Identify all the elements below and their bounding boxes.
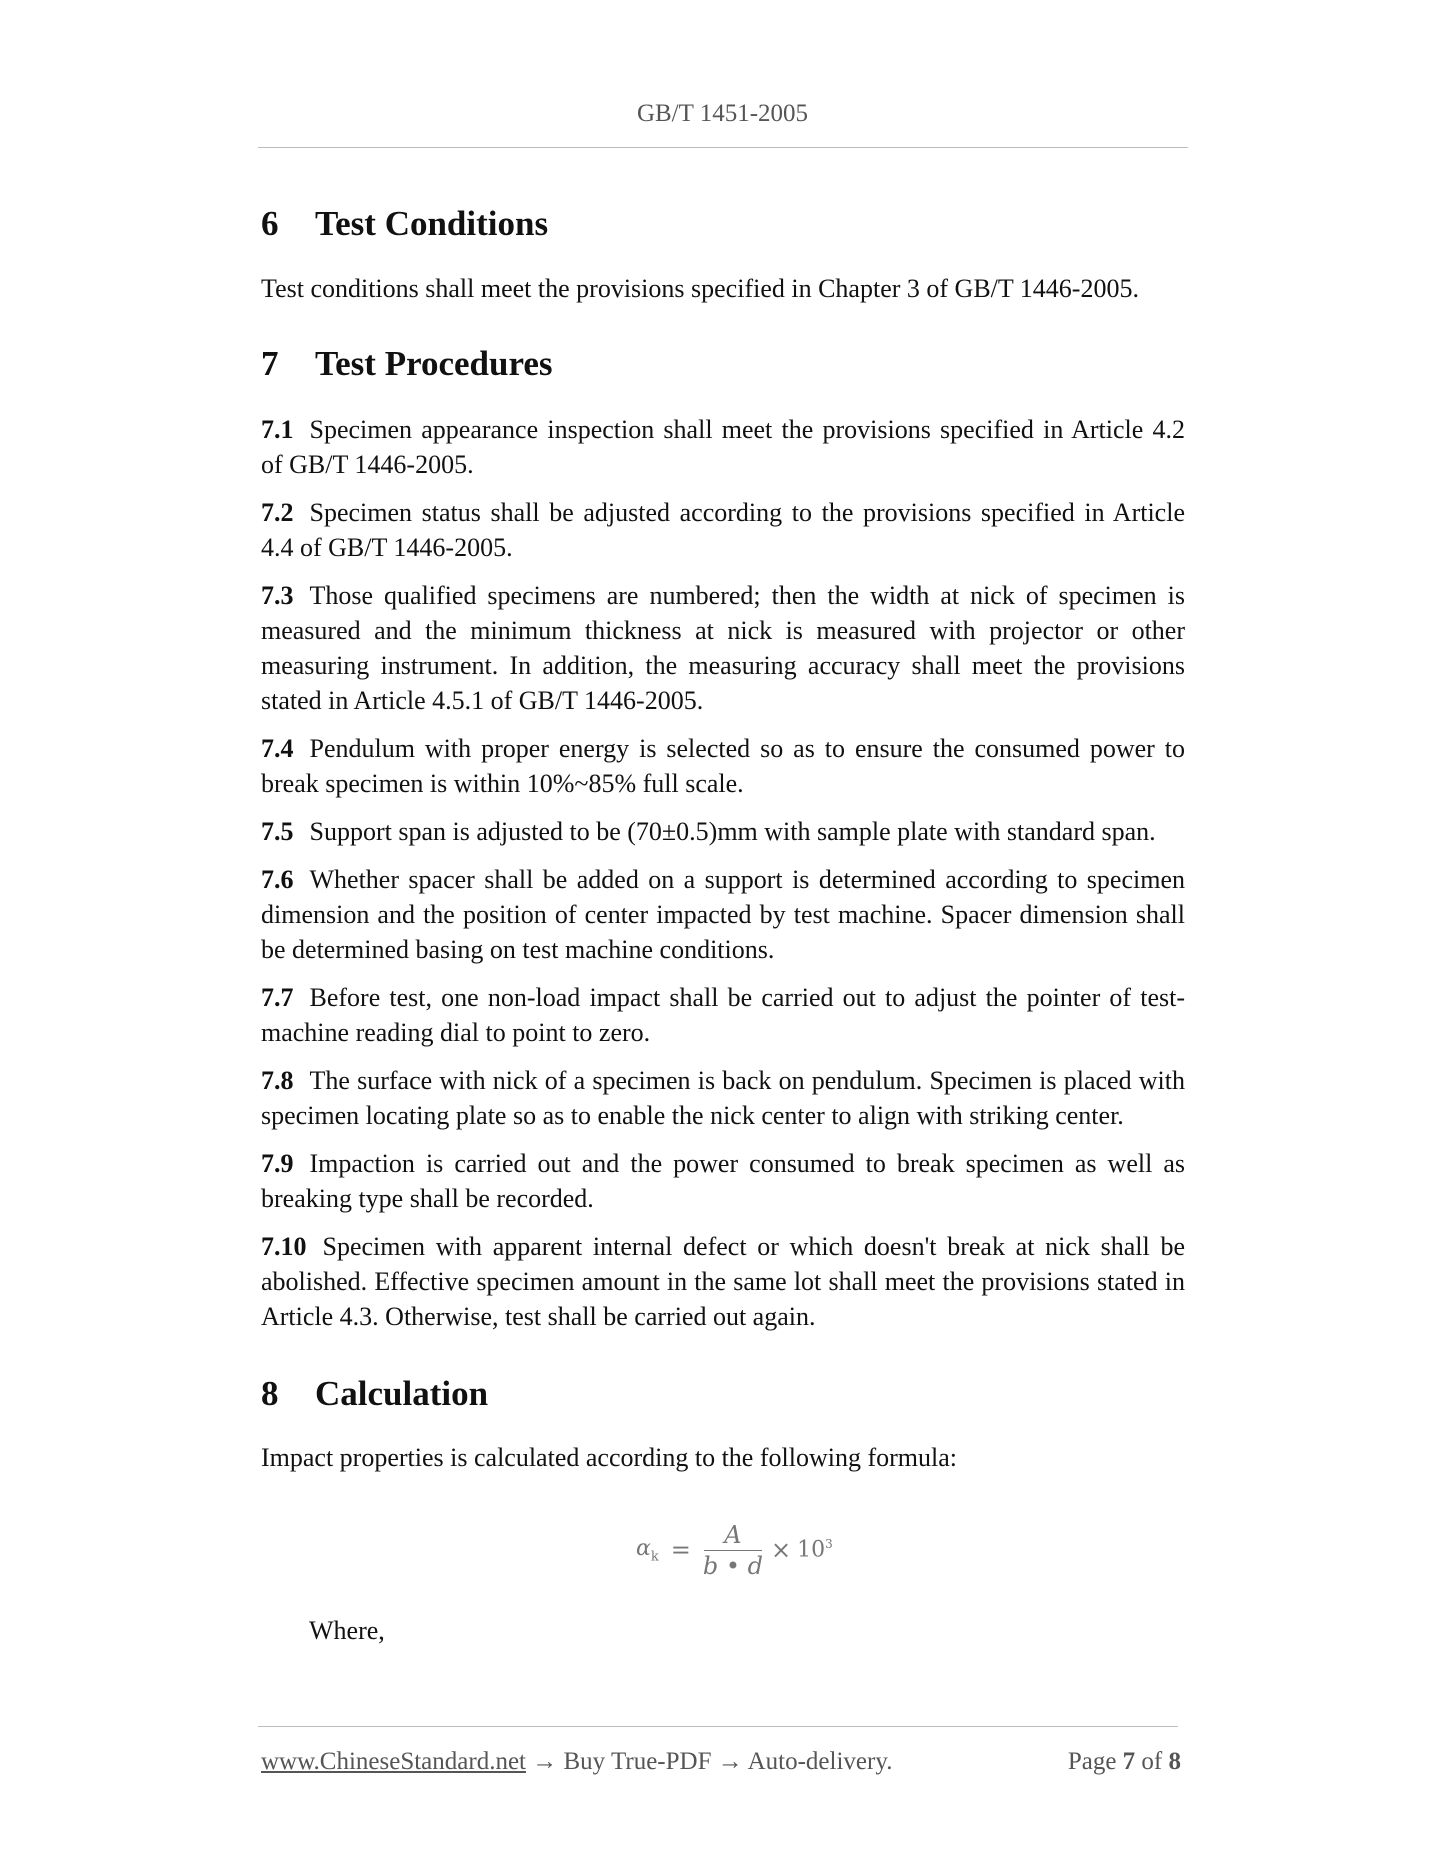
formula-fraction [703, 1520, 763, 1581]
of-label: of [1141, 1748, 1163, 1775]
section-number: 6 [261, 204, 279, 243]
section-6-text: Test conditions shall meet the provisions specified in Chapter 3 of GB/T 1446-2005. [261, 274, 1139, 303]
clause-text: Those qualified specimens are numbered; then the width at nick of specimen is measured and the minimum thickness at nick is measured with projector or other measuring instrument. In addition, the measuring accuracy shall meet the provisions stated in Article 4.5.1 of GB/T 1446-2005. [261, 581, 1185, 715]
clause-7-1 [261, 412, 1185, 482]
clause-text: The surface with nick of a specimen is back on pendulum. Specimen is placed with specimen locating plate so as to enable the nick center to align with striking center. [261, 1066, 1185, 1130]
clause-7-8 [261, 1063, 1185, 1133]
clause-text: Whether spacer shall be added on a support is determined according to specimen dimension and the position of center impacted by test machine. Spacer dimension shall be determined basing on test machine conditions. [261, 865, 1185, 964]
impact-formula [261, 1515, 1185, 1585]
clause-text: Before test, one non-load impact shall be carried out to adjust the pointer of test-machine reading dial to point to zero. [261, 983, 1185, 1047]
formula-numerator: A [724, 1520, 742, 1549]
total-pages: 8 [1168, 1748, 1181, 1775]
clause-7-4 [261, 731, 1185, 801]
section-8-heading [261, 1370, 1185, 1418]
clause-7-10 [261, 1229, 1185, 1334]
clause-7-6 [261, 862, 1185, 967]
section-number: 8 [261, 1374, 279, 1413]
clause-text: Impaction is carried out and the power consumed to break specimen as well as breaking type shall be recorded. [261, 1149, 1185, 1213]
footer-promo: → Buy True-PDF → Auto-delivery. [526, 1748, 893, 1775]
clause-number: 7.6 [261, 865, 294, 894]
clause-7-9 [261, 1146, 1185, 1216]
clause-text: Specimen appearance inspection shall meet the provisions specified in Article 4.2 of GB/T 1446-2005. [261, 415, 1185, 479]
clause-text: Specimen with apparent internal defect or which doesn't break at nick shall be abolished. Effective specimen amount in the same lot shall meet the provisions stated in Article 4.3. Otherwise, test shall be carried out again. [261, 1232, 1185, 1331]
clause-7-7 [261, 980, 1185, 1050]
where-label: Where, [309, 1616, 385, 1645]
formula-denominator: b • d [702, 1551, 763, 1580]
clause-text: Support span is adjusted to be (70±0.5)mm with sample plate with standard span. [309, 817, 1156, 846]
clause-7-2 [261, 495, 1185, 565]
page-footer [261, 1748, 1181, 1776]
section-7-heading [261, 340, 1185, 388]
header-divider [258, 147, 1188, 148]
document-body [261, 200, 1185, 1648]
footer-divider [258, 1726, 1178, 1727]
clause-text: Pendulum with proper energy is selected so as to ensure the consumed power to break specimen is within 10%~85% full scale. [261, 734, 1185, 798]
clause-text: Specimen status shall be adjusted according to the provisions specified in Article 4.4 of GB/T 1446-2005. [261, 498, 1185, 562]
section-6-heading [261, 200, 1185, 248]
clause-number: 7.3 [261, 581, 294, 610]
formula-times: × [771, 1536, 792, 1564]
section-8-text: Impact properties is calculated according to the following formula: [261, 1443, 957, 1472]
section-number: 7 [261, 344, 279, 383]
clause-number: 7.8 [261, 1066, 294, 1095]
section-title: Calculation [315, 1374, 489, 1413]
clause-number: 7.9 [261, 1149, 294, 1178]
page-header: GB/T 1451-2005 [636, 100, 809, 127]
clause-number: 7.7 [261, 983, 294, 1012]
clause-number: 7.4 [261, 734, 294, 763]
page-number: 7 [1122, 1748, 1136, 1775]
site-link[interactable]: www.ChineseStandard.net [261, 1748, 526, 1775]
clause-number: 7.1 [261, 415, 294, 444]
formula-equals: = [670, 1536, 691, 1564]
formula-power: $10^3$ [797, 1537, 833, 1563]
clause-number: 7.2 [261, 498, 294, 527]
clause-number: 7.5 [261, 817, 294, 846]
clause-7-5 [261, 814, 1185, 849]
clause-7-3 [261, 578, 1185, 718]
page-indicator [1068, 1748, 1181, 1776]
formula-lhs: $\alpha_k$ [636, 1535, 659, 1565]
page-label: Page [1067, 1748, 1117, 1775]
clause-number: 7.10 [261, 1232, 307, 1261]
section-title: Test Procedures [315, 344, 553, 383]
section-title: Test Conditions [315, 204, 549, 243]
